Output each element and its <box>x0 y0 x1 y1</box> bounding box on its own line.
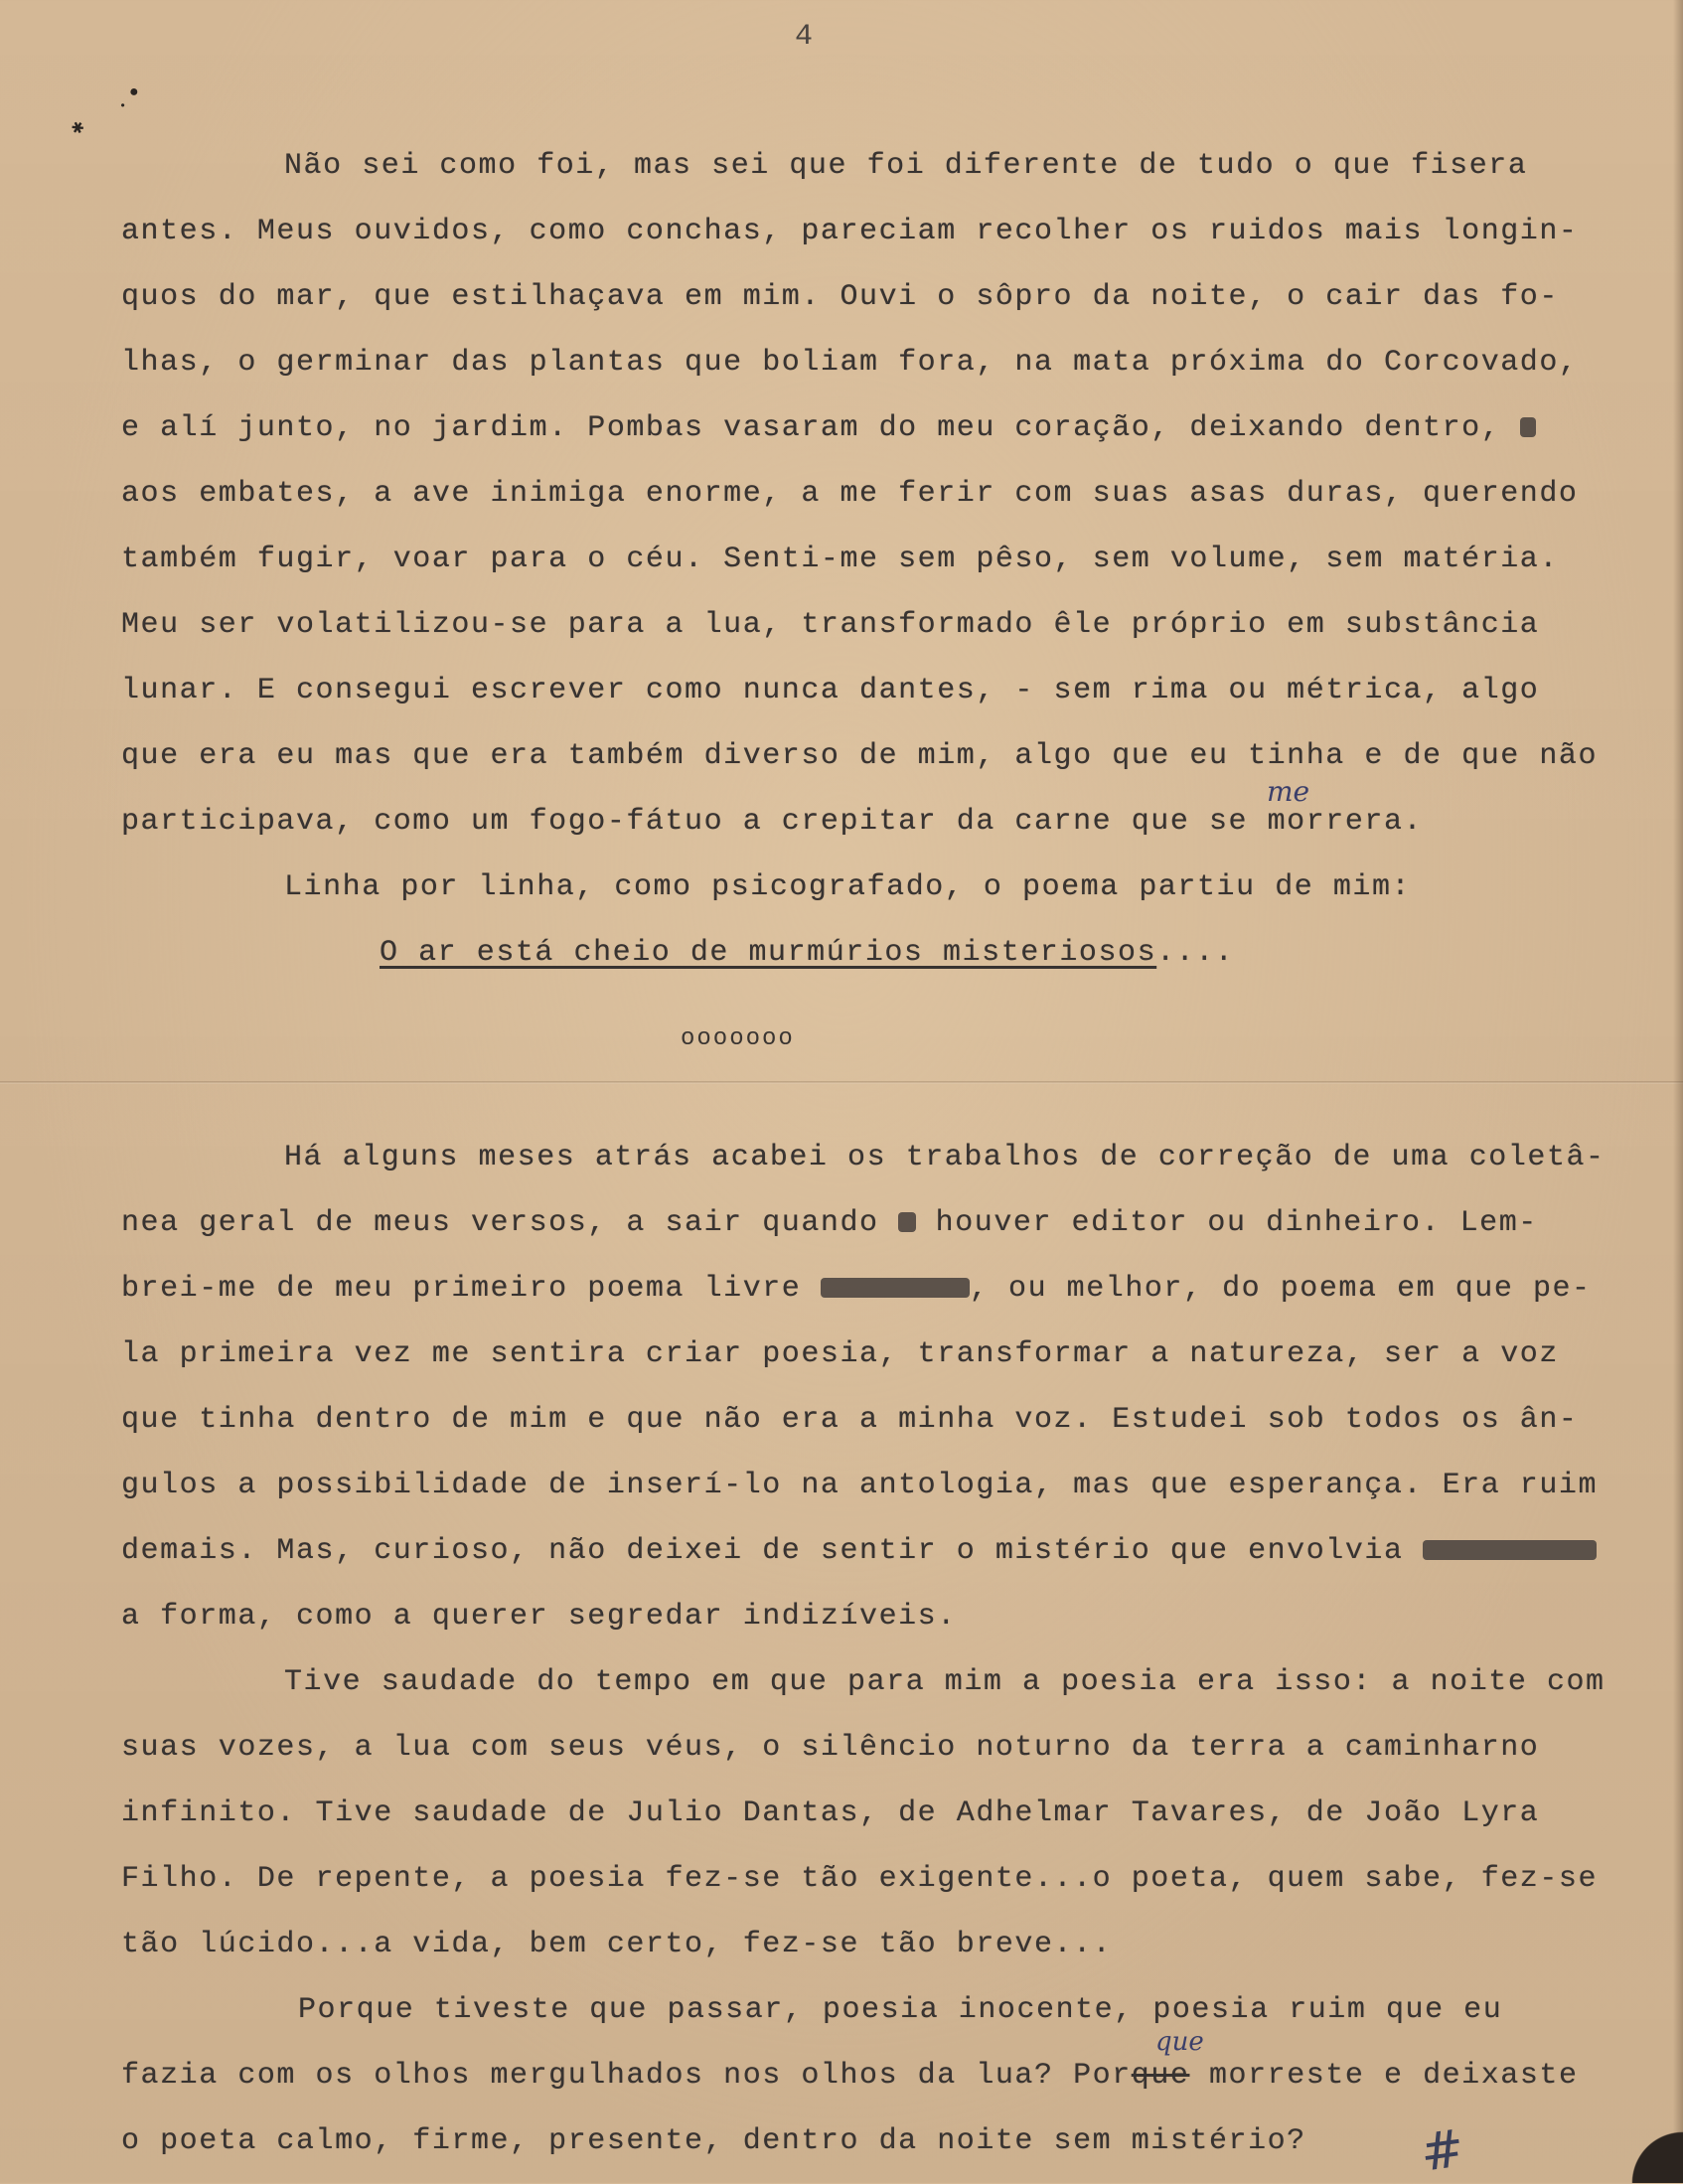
text-segment: , ou melhor, do poema em que pe- <box>969 1272 1592 1306</box>
text-line: gulos a possibilidade de inserí-lo na antologia, mas que esperança. Era ruim <box>121 1469 1599 1502</box>
text-line: infinito. Tive saudade de Julio Dantas, de Adhelmar Tavares, de João Lyra <box>121 1796 1540 1830</box>
handwritten-insertion: que <box>1155 2027 1204 2057</box>
ink-blot-mark: ● <box>129 83 139 101</box>
text-segment: fazia com os olhos mergulhados nos olhos da lua? Por <box>121 2059 1132 2093</box>
page-number: 4 <box>795 20 814 54</box>
text-line: la primeira vez me sentira criar poesia, transformar a natureza, ser a voz <box>121 1337 1559 1371</box>
text-line: participava, como um fogo-fátuo a crepitar da carne que se morrera. <box>121 805 1424 839</box>
text-line <box>121 1206 1538 1240</box>
text-line: o poeta calmo, firme, presente, dentro da noite sem mistério? <box>121 2124 1306 2158</box>
text-segment: brei-me de meu primeiro poema livre <box>121 1272 821 1306</box>
text-line: Não sei como foi, mas sei que foi diferente de tudo o que fisera <box>284 149 1528 183</box>
text-line: que tinha dentro de mim e que não era a minha voz. Estudei sob todos os ân- <box>121 1403 1579 1437</box>
text-segment: e alí junto, no jardim. Pombas vasaram do meu coração, deixando dentro, <box>121 411 1520 445</box>
text-line <box>121 1534 1597 1568</box>
poem-first-line <box>380 936 1234 970</box>
text-line: antes. Meus ouvidos, como conchas, pareciam recolher os ruidos mais longin- <box>121 215 1579 248</box>
text-segment: demais. Mas, curioso, não deixei de sentir o mistério que envolvia <box>121 1534 1424 1568</box>
struck-text: que <box>1131 2059 1190 2093</box>
text-segment: nea geral de meus versos, a sair quando <box>121 1206 899 1240</box>
poem-ellipsis: .... <box>1156 936 1235 970</box>
text-line: que era eu mas que era também diverso de mim, algo que eu tinha e de que não <box>121 739 1599 773</box>
text-line: Tive saudade do tempo em que para mim a poesia era isso: a noite com <box>284 1665 1606 1699</box>
text-line: tão lúcido...a vida, bem certo, fez-se tão breve... <box>121 1928 1113 1961</box>
redacted-word <box>821 1278 970 1298</box>
end-mark: # <box>1417 2118 1468 2184</box>
paper-edge-shadow <box>1673 0 1683 2183</box>
text-line: quos do mar, que estilhaçava em mim. Ouvi o sôpro da noite, o cair das fo- <box>121 280 1559 314</box>
ink-blot-mark: ✱ <box>68 115 88 142</box>
text-line: lunar. E consegui escrever como nunca dantes, - sem rima ou métrica, algo <box>121 674 1540 707</box>
handwritten-insertion: me <box>1267 775 1310 808</box>
section-separator: ooooooo <box>681 1025 795 1052</box>
text-line <box>121 2059 1579 2093</box>
text-segment: houver editor ou dinheiro. Lem- <box>916 1206 1538 1240</box>
ink-blot-mark: • <box>119 99 127 113</box>
text-line: Meu ser volatilizou-se para a lua, transformado êle próprio em substância <box>121 608 1540 642</box>
text-segment: morreste e deixaste <box>1189 2059 1579 2093</box>
redacted-mark <box>1520 417 1536 437</box>
text-line: suas vozes, a lua com seus véus, o silêncio noturno da terra a caminharno <box>121 1731 1540 1765</box>
text-line: Filho. De repente, a poesia fez-se tão exigente...o poeta, quem sabe, fez-se <box>121 1862 1599 1896</box>
poem-line-text: O ar está cheio de murmúrios misteriosos <box>380 936 1157 970</box>
text-line: a forma, como a querer segredar indizíveis. <box>121 1600 957 1634</box>
text-line <box>121 1272 1592 1306</box>
text-line: Há alguns meses atrás acabei os trabalhos de correção de uma coletâ- <box>284 1141 1606 1174</box>
redacted-mark <box>898 1212 916 1232</box>
text-line <box>121 411 1536 445</box>
text-line: Linha por linha, como psicografado, o poema partiu de mim: <box>284 870 1412 904</box>
text-line: aos embates, a ave inimiga enorme, a me ferir com suas asas duras, querendo <box>121 477 1579 511</box>
text-line: Porque tiveste que passar, poesia inocente, poesia ruim que eu <box>298 1993 1503 2027</box>
paper-tear-corner <box>1623 2089 1683 2183</box>
redacted-word <box>1423 1540 1597 1560</box>
text-line: lhas, o germinar das plantas que boliam fora, na mata próxima do Corcovado, <box>121 346 1579 380</box>
paper-fold-line <box>0 1081 1683 1084</box>
text-line: também fugir, voar para o céu. Senti-me sem pêso, sem volume, sem matéria. <box>121 543 1559 576</box>
